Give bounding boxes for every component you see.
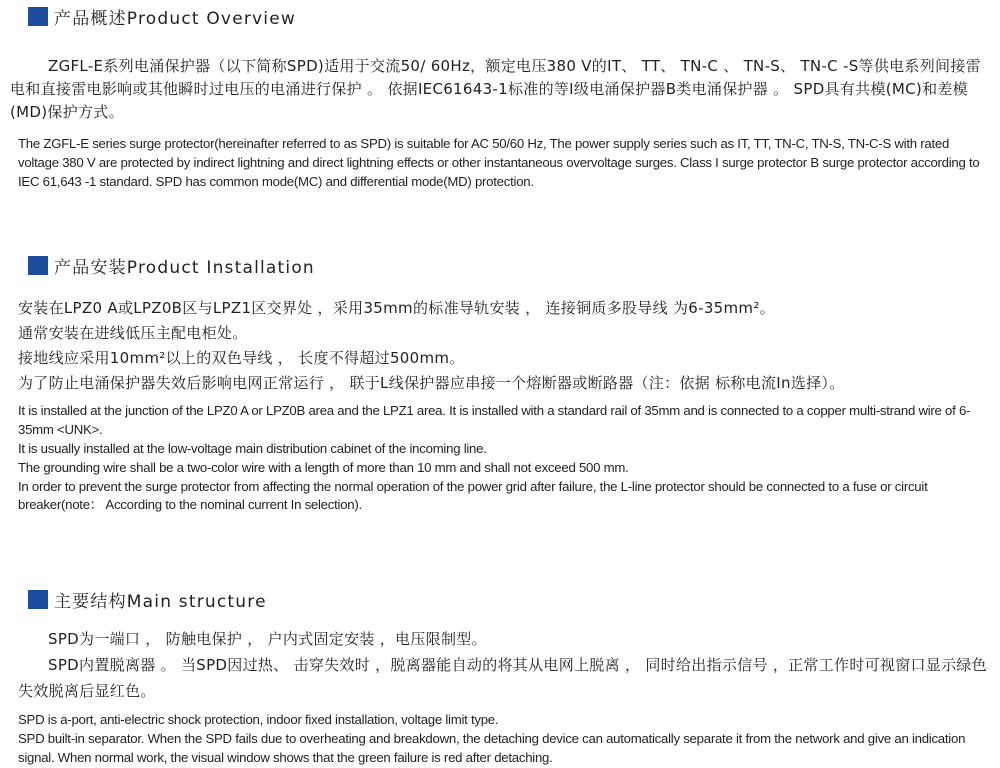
installation-line-cn: 为了防止电涌保护器失效后影响电网正常运行 ， 联于L线保护器应串接一个熔断器或断路器（注：依据 标称电流In选择）。 bbox=[18, 374, 845, 393]
installation-line-en: In order to prevent the surge protector from affecting the normal operation of the power grid after failure, the L-line protector should be connected to a fuse or circuit breaker(note： According to the nominal current In selection). bbox=[18, 478, 928, 513]
structure-english-text bbox=[18, 711, 988, 767]
overview-english-text bbox=[18, 135, 988, 191]
installation-line-en: The grounding wire shall be a two-color wire with a length of more than 10 mm and shall not exceed 500 mm. bbox=[18, 459, 629, 475]
installation-line-en: It is installed at the junction of the LPZ0 A or LPZ0B area and the LPZ1 area. It is installed with a standard rail of 35mm and is connected to a copper multi-strand wire of 6-35mm <UNK>. bbox=[18, 403, 971, 438]
installation-line-en: It is usually installed at the low-voltage main distribution cabinet of the incoming line. bbox=[18, 440, 487, 456]
overview-paragraph-en: The ZGFL-E series surge protector(hereinafter referred to as SPD) is suitable for AC 50/60 Hz, The power supply series such as IT, TT, TN-C, TN-S, TN-C-S with rated voltage 380 V are protected by indirect lightning and direct lightning effects or other instantaneous overvoltage surges. Class I surge protector B surge protector according to IEC 61,643 -1 standard. SPD has common mode(MC) and differential mode(MD) protection. bbox=[18, 136, 980, 189]
installation-chinese-text bbox=[18, 296, 988, 396]
structure-line-en: SPD is a-port, anti-electric shock protection, indoor fixed installation, voltage limit type. bbox=[18, 712, 499, 728]
section-heading bbox=[28, 5, 988, 28]
structure-chinese-text bbox=[18, 626, 988, 704]
overview-paragraph-cn: ZGFL-E系列电涌保护器（以下简称SPD)适用于交流50/ 60Hz，额定电压380 V的IT、 TT、 TN-C 、 TN-S、 TN-C -S等供电系列间接雷电和直接雷电影响或其他瞬时过电压的电涌进行保护 。 依据IEC61643-1标准的等I级电涌保护器B类电涌保护器 。 SPD具有共模(MC)和差模(MD)保护方式。 bbox=[10, 57, 981, 121]
blue-square-bullet-icon bbox=[28, 7, 48, 26]
section-title: 产品安装Product Installation bbox=[54, 258, 315, 279]
section-main-structure bbox=[18, 588, 988, 767]
structure-line-en: SPD built-in separator. When the SPD fails due to overheating and breakdown, the detaching device can automatically separate it from the network and give an indication signal. When normal work, the visual window shows that the green failure is red after detaching. bbox=[18, 730, 966, 765]
installation-line-cn: 安装在LPZ0 A或LPZ0B区与LPZ1区交界处 ，采用35mm的标准导轨安装 ， 连接铜质多股导线 为6-35mm²。 bbox=[18, 299, 775, 318]
section-title: 主要结构Main structure bbox=[54, 592, 267, 613]
section-heading bbox=[28, 254, 988, 277]
overview-chinese-text bbox=[10, 55, 988, 124]
section-title: 产品概述Product Overview bbox=[54, 9, 296, 29]
section-product-overview bbox=[10, 5, 988, 191]
section-product-installation bbox=[18, 254, 988, 515]
section-heading bbox=[28, 588, 988, 611]
structure-line-cn: SPD内置脱离器 。 当SPD因过热、 击穿失效时 ，脱离器能自动的将其从电网上脱离 ， 同时给出指示信号 ，正常工作时可视窗口显示绿色失效脱离后显红色。 bbox=[18, 656, 988, 701]
structure-line-cn: SPD为一端口 ， 防触电保护 ， 户内式固定安装 ，电压限制型。 bbox=[48, 630, 487, 649]
blue-square-bullet-icon bbox=[28, 256, 48, 275]
blue-square-bullet-icon bbox=[28, 590, 48, 609]
installation-line-cn: 通常安装在进线低压主配电柜处。 bbox=[18, 324, 248, 343]
installation-english-text bbox=[18, 402, 988, 515]
installation-line-cn: 接地线应采用10mm²以上的双色导线 ， 长度不得超过500mm。 bbox=[18, 349, 465, 368]
